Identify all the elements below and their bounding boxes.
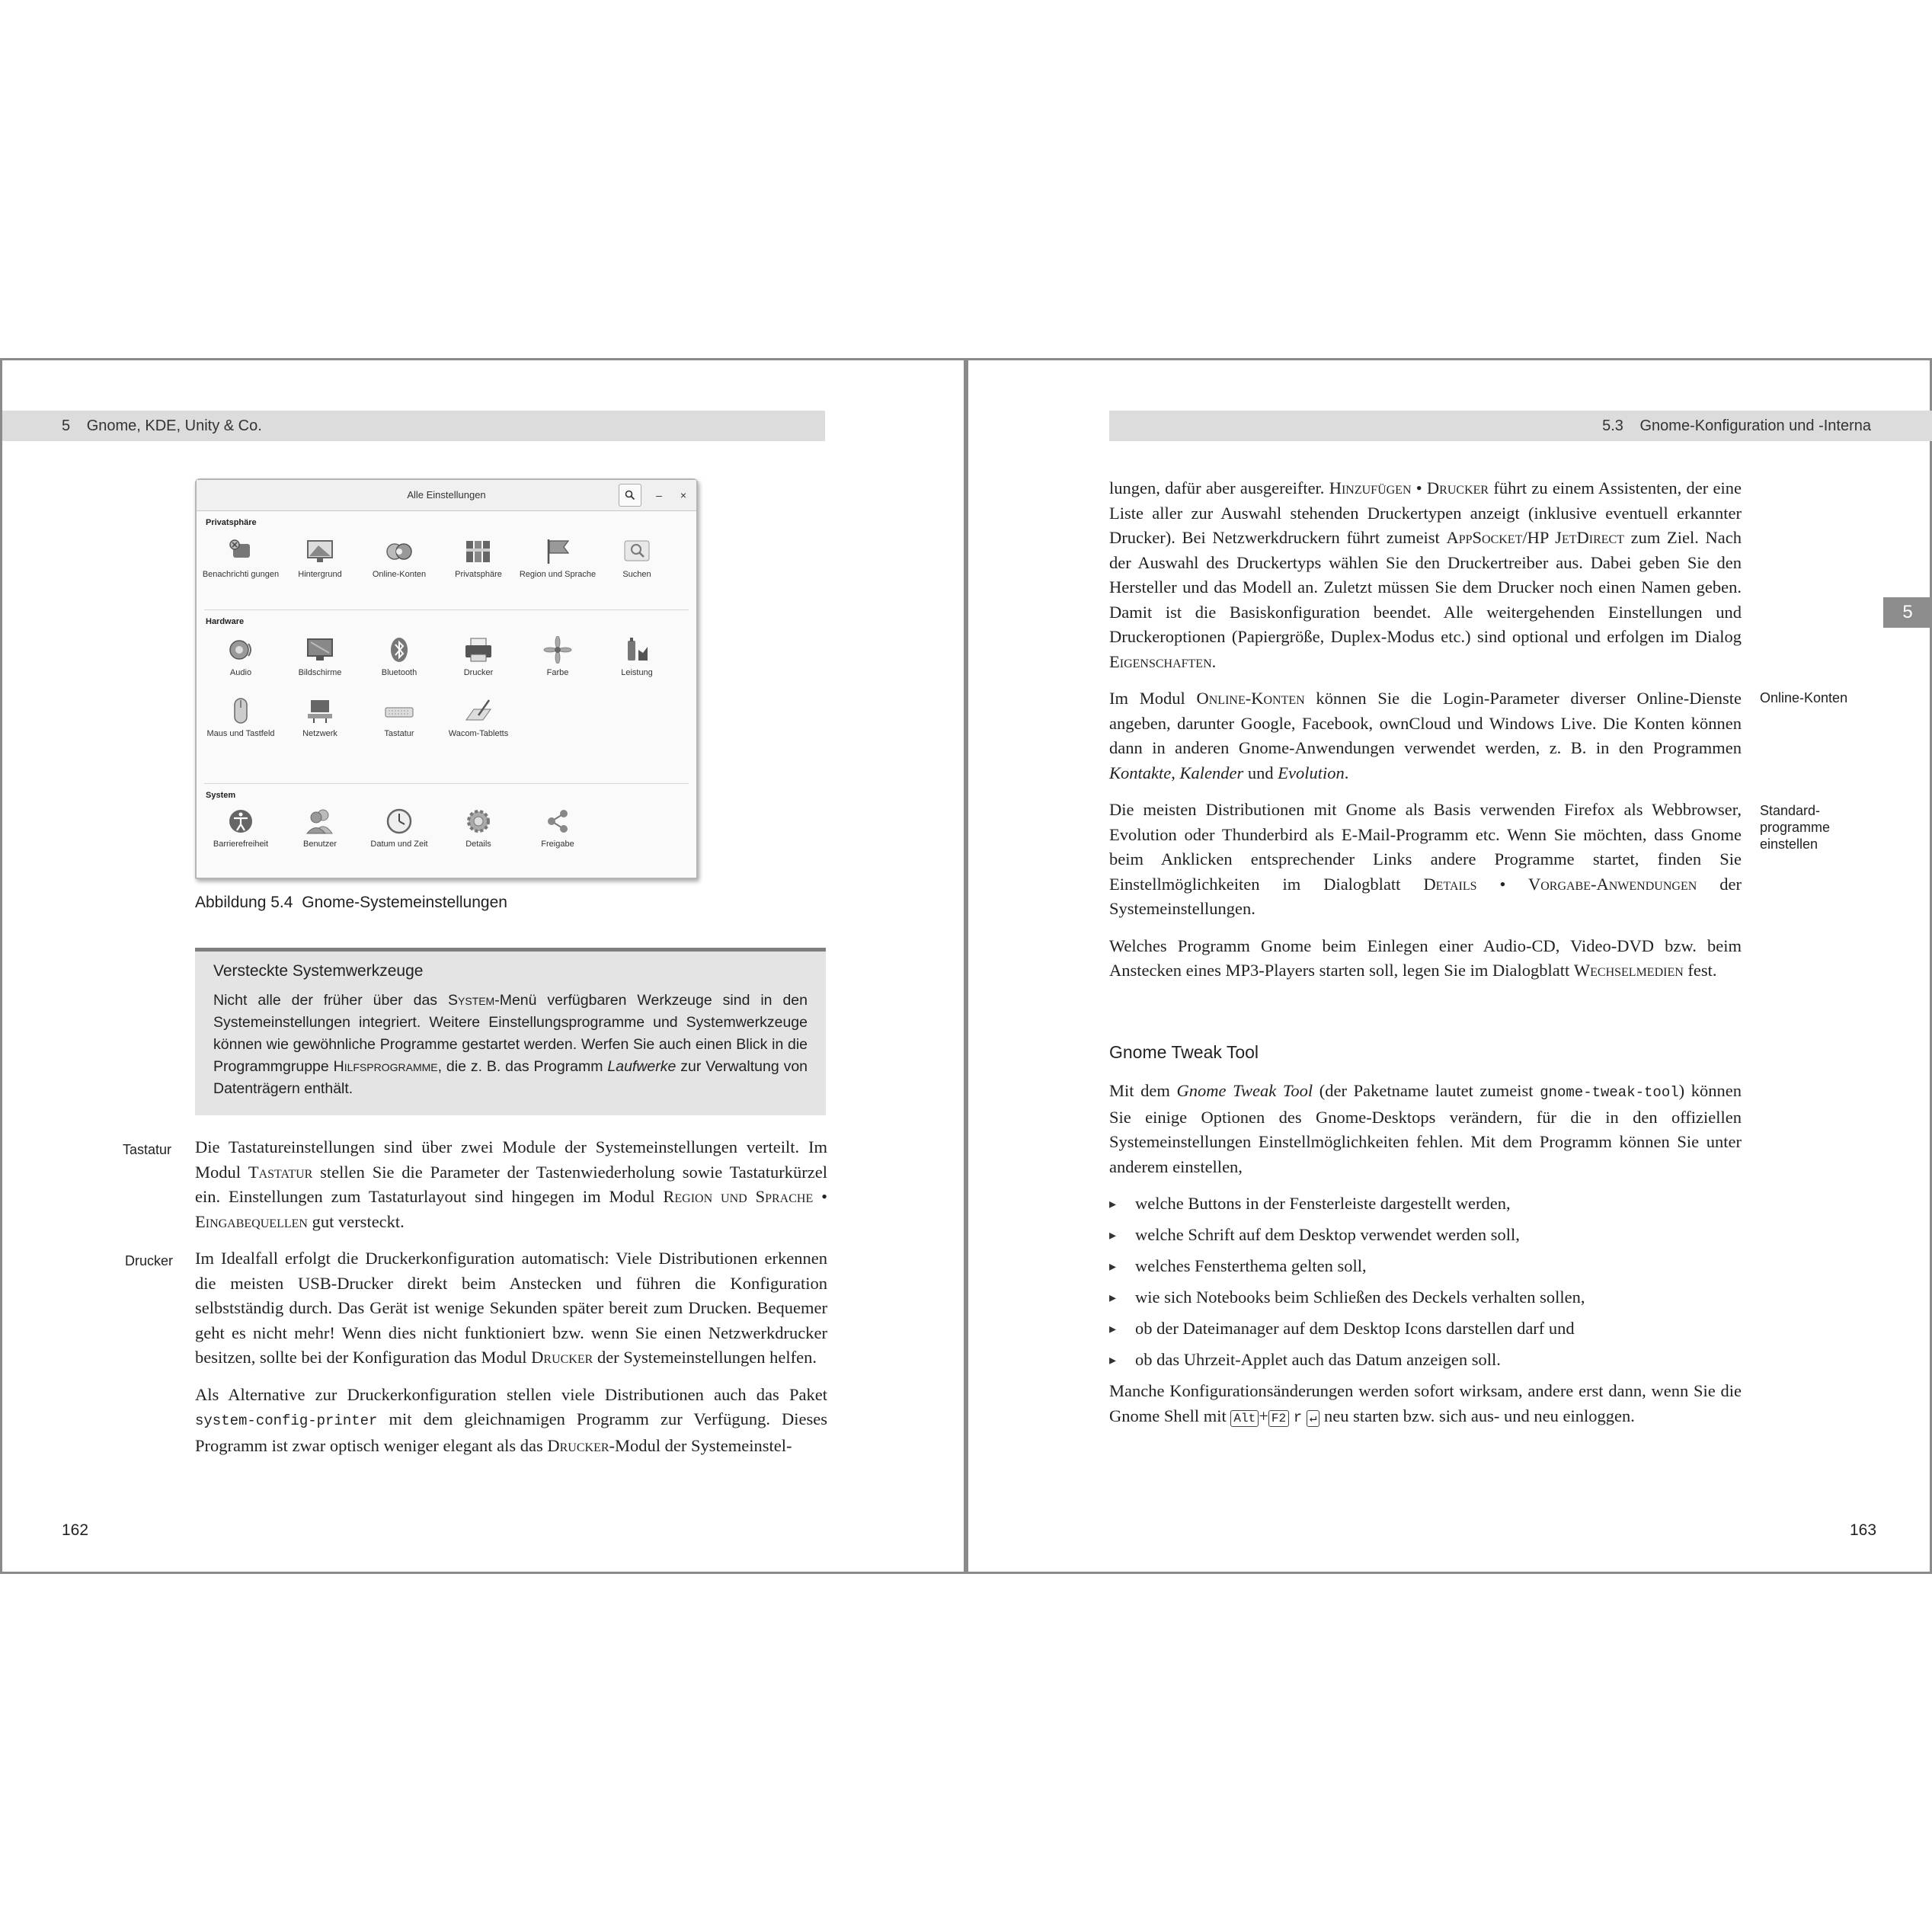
tile-mouse-touchpad[interactable]: [201, 697, 280, 740]
tile-label: Hintergrund: [298, 570, 342, 579]
chapter-title: Gnome, KDE, Unity & Co.: [86, 417, 262, 434]
tile-label: Tastatur: [384, 729, 414, 738]
tile-label: Netzwerk: [302, 729, 337, 738]
tile-wacom[interactable]: [439, 697, 518, 740]
section-title: Hardware: [206, 617, 245, 626]
margin-note-online-konten: Online-Konten: [1760, 690, 1848, 705]
window-titlebar: [197, 480, 696, 511]
tile-label: Farbe: [546, 668, 569, 677]
audio-icon: [226, 636, 256, 664]
tile-label: Privatsphäre: [455, 570, 502, 579]
tile-power[interactable]: [597, 636, 677, 680]
list-item: ▸ wie sich Notebooks beim Schließen des Deckels verhalten sollen,: [1109, 1285, 1742, 1316]
tile-keyboard[interactable]: [360, 697, 439, 740]
caption-label: Abbildung 5.4: [195, 894, 293, 911]
running-header-right: [1109, 411, 1932, 441]
tile-background[interactable]: [280, 538, 360, 581]
share-icon: [542, 808, 573, 835]
privacy-icon: [463, 538, 494, 565]
margin-note-tastatur: Tastatur: [123, 1142, 172, 1157]
caption-text: Gnome-Systemeinstellungen: [302, 894, 507, 911]
search-icon: [622, 538, 652, 565]
divider: [204, 609, 689, 610]
tile-label: Bluetooth: [381, 668, 417, 677]
online-accounts-icon: [384, 538, 414, 565]
page-number: 162: [62, 1521, 89, 1539]
tile-displays[interactable]: [280, 636, 360, 680]
list-item: ▸ ob das Uhrzeit-Applet auch das Datum anzeigen soll.: [1109, 1348, 1742, 1379]
tile-label: Benachrichti gungen: [202, 570, 280, 579]
right-page: [966, 358, 1932, 1574]
margin-note-standardprogramme: Standard- programme einstellen: [1760, 803, 1831, 852]
clock-icon: [384, 808, 414, 835]
tile-bluetooth[interactable]: [360, 636, 439, 680]
page-number: 163: [1850, 1521, 1877, 1539]
tile-users[interactable]: [280, 808, 360, 851]
tile-color[interactable]: [518, 636, 597, 680]
tile-label: Wacom-Tabletts: [448, 729, 509, 738]
section-number: 5.3: [1602, 417, 1623, 434]
paragraph: lungen, dafür aber ausgereifter. Hinzufügen • Drucker führt zu einem Assistenten, der eine Liste aller zur Auswahl stehenden Druckertypen anzeigt (inklusive eventuell erkannter Drucker). Bei Netzwerkdruckern führt zumeist AppSocket/HP JetDirect zum Ziel. Nach der Auswahl des Druckertyps wählen Sie den Druckertreiber aus. Dabei geben Sie den Hersteller und das Modell an. Zuletzt müssen Sie dem Drucker noch einen Namen geben. Damit ist die Basiskonfiguration beendet. Alle weitergehenden Einstellungen und Druckeroptionen (Papiergröße, Duplex-Modus etc.) sind optional und erfolgen im Dialog Eigenschaften.: [1109, 478, 1742, 671]
users-icon: [305, 808, 335, 835]
power-icon: [622, 636, 652, 664]
tile-label: Leistung: [621, 668, 653, 677]
paragraph: Die meisten Distributionen mit Gnome als Basis verwenden Firefox als Webbrowser, Evolution oder Thunderbird als E-Mail-Programm etc. Wenn Sie möchten, dass Gnome beim Anklicken entsprechender Links andere Programme startet, finden Sie Einstellmöglichkeiten im Dialogblatt Details • Vorgabe-Anwendungen der Systemeinstellungen.: [1109, 800, 1742, 918]
paragraph: Welches Programm Gnome beim Einlegen einer Audio-CD, Video-DVD bzw. beim Anstecken eines MP3-Players starten soll, legen Sie im Dialogblatt Wechselmedien fest.: [1109, 936, 1742, 980]
window-title: Alle Einstellungen: [407, 489, 486, 501]
f2-key: F2: [1268, 1410, 1289, 1427]
left-body-text: [195, 1135, 827, 1470]
figure-caption: [195, 894, 507, 912]
paragraph: Manche Konfigurationsänderungen werden sofort wirksam, andere erst dann, wenn Sie die Gnome Shell mit Alt + F2 r ↵ neu starten bzw. sich aus- und neu einloggen.: [1109, 1381, 1742, 1426]
list-item: ▸ welches Fensterthema gelten soll,: [1109, 1254, 1742, 1285]
search-button[interactable]: [619, 484, 641, 507]
keyboard-icon: [384, 697, 414, 724]
tablet-icon: [463, 697, 494, 724]
tile-label: Datum und Zeit: [370, 840, 428, 849]
notifications-icon: [226, 538, 256, 565]
chapter-number: 5: [62, 417, 71, 434]
right-body-text: [1109, 476, 1742, 996]
tile-date-time[interactable]: [360, 808, 439, 851]
box-title: Versteckte Systemwerkzeuge: [213, 962, 424, 980]
enter-key: ↵: [1307, 1410, 1320, 1427]
tile-label: Bildschirme: [298, 668, 342, 677]
paragraph: Im Idealfall erfolgt die Druckerkonfiguration automatisch: Viele Distributionen erkennen die meisten USB-Drucker direkt beim Anstecken und führen die Konfiguration selbstständig durch. Das Gerät ist wenige Sekunden später bereit zum Drucken. Bequemer geht es nicht mehr! Wenn dies nicht funktioniert bzw. wenn Sie einen Netzwerkdrucker besitzen, sollte bei der Konfiguration das Modul Drucker der Systemeinstellungen helfen.: [195, 1249, 827, 1367]
tile-region-language[interactable]: [518, 538, 597, 581]
paragraph: Die Tastatureinstellungen sind über zwei Module der Systemeinstellungen verteilt. Im Modul Tastatur stellen Sie die Parameter der Tastenwiederholung sowie Tastaturkürzel ein. Einstellungen zum Tastaturlayout sind hingegen im Modul Region und Sprache • Eingabequellen gut versteckt.: [195, 1137, 827, 1231]
right-body-text-2: [1109, 1079, 1742, 1442]
close-button[interactable]: ×: [680, 489, 687, 501]
tile-search[interactable]: [597, 538, 677, 581]
tile-label: Online-Konten: [372, 570, 427, 579]
section-title: Gnome-Konfiguration und -Interna: [1639, 417, 1871, 434]
flag-icon: [542, 538, 573, 565]
box-text: Nicht alle der früher über das System-Menü verfügbaren Werkzeuge sind in den Systemeinstellungen integriert. Weitere Einstellungsprogramme und Systemwerkzeuge können wie gewöhnliche Programme gestartet werden. Werfen Sie auch einen Blick in die Programmgruppe Hilfsprogramme, die z. B. das Programm Laufwerke zur Verwaltung von Datenträgern enthält.: [213, 992, 808, 1097]
tile-audio[interactable]: [201, 636, 280, 680]
tile-label: Region und Sprache: [519, 570, 597, 579]
tile-accessibility[interactable]: [201, 808, 280, 851]
tile-label: Drucker: [463, 668, 494, 677]
alt-key: Alt: [1230, 1410, 1259, 1427]
tile-network[interactable]: [280, 697, 360, 740]
margin-note-drucker: Drucker: [125, 1253, 174, 1268]
tile-online-accounts[interactable]: [360, 538, 439, 581]
tile-label: Audio: [229, 668, 252, 677]
tile-sharing[interactable]: [518, 808, 597, 851]
chapter-thumb-tab: 5: [1883, 597, 1932, 628]
tile-label: Suchen: [622, 570, 651, 579]
gear-icon: [463, 808, 494, 835]
bullet-list: [1109, 1192, 1742, 1379]
tile-privacy[interactable]: [439, 538, 518, 581]
paragraph: Mit dem Gnome Tweak Tool (der Paketname lautet zumeist gnome-tweak-tool) können Sie einige Optionen des Gnome-Desktops verändern, für die in den offiziellen Systemeinstellungen Einstellmöglichkeiten fehlen. Mit dem Programm können Sie unter anderem einstellen,: [1109, 1081, 1742, 1176]
search-icon: [625, 490, 635, 501]
paragraph: Als Alternative zur Druckerkonfiguration stellen viele Distributionen auch das Paket system-config-printer mit dem gleichnamigen Programm zur Verfügung. Dieses Programm ist zwar optisch weniger elegant als das Drucker-Modul der Systemeinstel-: [195, 1384, 827, 1455]
list-item: ▸ welche Buttons in der Fensterleiste dargestellt werden,: [1109, 1192, 1742, 1223]
list-item: ▸ welche Schrift auf dem Desktop verwendet werden soll,: [1109, 1223, 1742, 1254]
list-item: ▸ ob der Dateimanager auf dem Desktop Icons darstellen darf und: [1109, 1316, 1742, 1348]
network-icon: [305, 697, 335, 724]
section-title: Privatsphäre: [206, 518, 257, 527]
background-icon: [305, 538, 335, 565]
info-box: [195, 948, 826, 1115]
tile-label: Details: [465, 840, 491, 849]
accessibility-icon: [226, 808, 256, 835]
subsection-heading: Gnome Tweak Tool: [1109, 1042, 1259, 1062]
printer-icon: [463, 636, 494, 664]
tile-label: Benutzer: [302, 840, 337, 849]
tile-notifications[interactable]: [201, 538, 280, 581]
section-title: System: [206, 791, 236, 800]
running-header-left: [2, 411, 825, 441]
divider: [204, 783, 689, 784]
tile-label: Maus und Tastfeld: [206, 729, 275, 738]
paragraph: Im Modul Online-Konten können Sie die Login-Parameter diverser Online-Dienste angeben, darunter Google, Facebook, ownCloud und Windows Live. Die Konten können dann in anderen Gnome-Anwendungen verwendet werden, z. B. in den Programmen Kontakte, Kalender und Evolution.: [1109, 689, 1742, 782]
tile-details[interactable]: [439, 808, 518, 851]
bluetooth-icon: [384, 636, 414, 664]
minimize-button[interactable]: –: [656, 489, 662, 501]
display-icon: [305, 636, 335, 664]
settings-window-screenshot: [195, 478, 698, 879]
tile-label: Freigabe: [541, 840, 574, 849]
color-icon: [542, 636, 573, 664]
mouse-icon: [226, 697, 256, 724]
left-page: [0, 358, 966, 1574]
tile-label: Barrierefreiheit: [213, 840, 269, 849]
tile-printers[interactable]: [439, 636, 518, 680]
